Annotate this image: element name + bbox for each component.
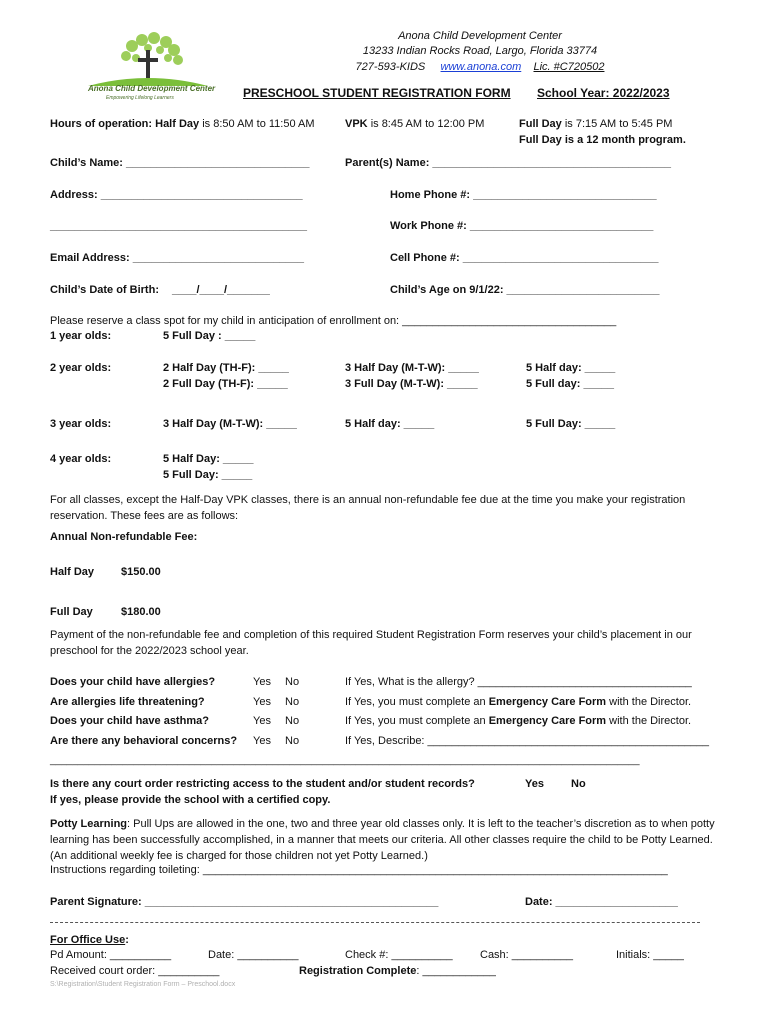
two-year-5-full[interactable]: 5 Full day: _____ xyxy=(526,378,615,390)
address-line2-field[interactable]: __________________________________________ xyxy=(50,220,307,232)
life-threatening-question: Are allergies life threatening? xyxy=(50,696,205,708)
follow-text: If Yes, you must complete an xyxy=(345,696,489,708)
org-phone: 727-593-KIDS xyxy=(355,61,426,73)
hours-half-text: is 8:50 AM to 11:50 AM xyxy=(202,118,315,130)
four-year-label: 4 year olds: xyxy=(50,453,112,465)
hours-vpk xyxy=(345,118,484,130)
life-threatening-follow xyxy=(345,696,691,708)
parent-name-field[interactable]: Parent(s) Name: _______________________________________ xyxy=(345,157,672,169)
asthma-question: Does your child have asthma? xyxy=(50,715,209,727)
three-year-label: 3 year olds: xyxy=(50,418,112,430)
potty-text: : Pull Ups are allowed in the one, two and three year old classes only. It is left to the teacher’s discretion as to when potty learning has been successfully accomplished, in a manner that meets our criteria. All other classes require the child to be Potty Learned. (An additional weekly fee is charged for those children not yet Potty Learned.) xyxy=(50,818,715,862)
behavior-extra-line[interactable]: __________________________________________________________________________________________________________ xyxy=(50,755,640,766)
toileting-instructions[interactable]: Instructions regarding toileting: ____________________________________________________________________________ xyxy=(50,864,668,876)
allergy-no[interactable]: No xyxy=(285,676,300,688)
office-divider xyxy=(50,922,700,923)
cell-phone-field[interactable]: Cell Phone #: ________________________________ xyxy=(390,252,659,264)
office-court-order[interactable]: Received court order: __________ xyxy=(50,965,220,977)
one-year-full[interactable]: 5 Full Day : _____ xyxy=(163,330,256,342)
org-contact xyxy=(330,61,630,73)
emergency-form-text: Emergency Care Form xyxy=(488,696,607,708)
asthma-yes[interactable]: Yes xyxy=(253,715,271,727)
reg-complete-blank: : ____________ xyxy=(416,965,496,977)
work-phone-field[interactable]: Work Phone #: ______________________________ xyxy=(390,220,654,232)
court-question: Is there any court order restricting access to the student and/or student records? xyxy=(50,778,475,790)
payment-note: Payment of the non-refundable fee and completion of this required Student Registration Form reserves your child’s placement in our preschool for the 2022/2023 school year. xyxy=(50,629,692,657)
logo xyxy=(80,30,215,108)
parent-signature[interactable]: Parent Signature: ________________________________________________ xyxy=(50,896,439,908)
asthma-follow xyxy=(345,715,691,727)
three-year-5-half[interactable]: 5 Half day: _____ xyxy=(345,418,435,430)
license-number: Lic. #C720502 xyxy=(533,61,605,73)
office-cash[interactable]: Cash: __________ xyxy=(480,949,573,961)
four-year-5-full[interactable]: 5 Full Day: _____ xyxy=(163,469,253,481)
two-year-half-thf[interactable]: 2 Half Day (TH-F): _____ xyxy=(163,362,289,374)
two-year-half-mtw[interactable]: 3 Half Day (M-T-W): _____ xyxy=(345,362,479,374)
hours-vpk-label: VPK xyxy=(345,118,368,130)
office-check[interactable]: Check #: __________ xyxy=(345,949,453,961)
allergy-question: Does your child have allergies? xyxy=(50,676,216,688)
org-address: 13233 Indian Rocks Road, Largo, Florida 33774 xyxy=(362,45,598,57)
hours-full-label: Full Day xyxy=(519,118,562,130)
fee-full-amount: $180.00 xyxy=(121,606,161,618)
email-field[interactable]: Email Address: ____________________________ xyxy=(50,252,305,264)
org-name: Anona Child Development Center xyxy=(398,30,562,42)
logo-text: Anona Child Development Center xyxy=(88,84,216,93)
potty-label: Potty Learning xyxy=(50,818,128,830)
hours-full xyxy=(519,118,672,130)
two-year-5-half[interactable]: 5 Half day: _____ xyxy=(526,362,616,374)
court-yes[interactable]: Yes xyxy=(525,778,544,790)
behavior-no[interactable]: No xyxy=(285,735,300,747)
behavior-follow[interactable]: If Yes, Describe: ______________________________________________ xyxy=(345,735,709,747)
fees-heading: Annual Non-refundable Fee: xyxy=(50,531,198,543)
behavior-question: Are there any behavioral concerns? xyxy=(50,735,238,747)
three-year-5-full[interactable]: 5 Full Day: _____ xyxy=(526,418,616,430)
follow-text: If Yes, you must complete an xyxy=(345,715,489,727)
life-threatening-no[interactable]: No xyxy=(285,696,300,708)
fee-half-amount: $150.00 xyxy=(121,566,161,578)
two-year-full-mtw[interactable]: 3 Full Day (M-T-W): _____ xyxy=(345,378,478,390)
one-year-label: 1 year olds: xyxy=(50,330,112,342)
child-name-field[interactable]: Child’s Name: ______________________________ xyxy=(50,157,310,169)
three-year-half-mtw[interactable]: 3 Half Day (M-T-W): _____ xyxy=(163,418,297,430)
tree-cross-logo-icon xyxy=(80,30,215,88)
fees-intro: For all classes, except the Half-Day VPK classes, there is an annual non-refundable fee due at the time you make your registration reservation. These fees are as follows: xyxy=(50,494,686,522)
hours-vpk-text: is 8:45 AM to 12:00 PM xyxy=(370,118,485,130)
home-phone-field[interactable]: Home Phone #: ______________________________ xyxy=(390,189,657,201)
website-link[interactable]: www.anona.com xyxy=(440,61,522,73)
court-followup: If yes, please provide the school with a certified copy. xyxy=(50,794,331,806)
hours-label: Hours of operation: xyxy=(50,118,153,130)
hours-half-label: Half Day xyxy=(155,118,200,130)
four-year-5-half[interactable]: 5 Half Day: _____ xyxy=(163,453,254,465)
logo-tagline: Empowering Lifelong Learners xyxy=(106,95,174,101)
fee-half-label: Half Day xyxy=(50,566,95,578)
court-no[interactable]: No xyxy=(571,778,586,790)
office-heading xyxy=(50,934,129,946)
footer-file-path: S:\Registration\Student Registration Form – Preschool.docx xyxy=(50,981,236,988)
hours-half xyxy=(50,118,315,130)
office-date[interactable]: Date: __________ xyxy=(208,949,299,961)
fee-full-label: Full Day xyxy=(50,606,93,618)
signature-date[interactable]: Date: ____________________ xyxy=(525,896,678,908)
office-heading-text: For Office Use xyxy=(50,934,126,946)
office-pd-amount[interactable]: Pd Amount: __________ xyxy=(50,949,172,961)
reg-complete-label: Registration Complete xyxy=(299,965,417,977)
two-year-full-thf[interactable]: 2 Full Day (TH-F): _____ xyxy=(163,378,288,390)
child-age-field[interactable]: Child’s Age on 9/1/22: _________________________ xyxy=(390,284,660,296)
hours-full-text: is 7:15 AM to 5:45 PM xyxy=(564,118,673,130)
follow-text-end: with the Director. xyxy=(606,715,692,727)
behavior-yes[interactable]: Yes xyxy=(253,735,271,747)
address-field[interactable]: Address: _________________________________ xyxy=(50,189,303,201)
allergy-follow[interactable]: If Yes, What is the allergy? ___________________________________ xyxy=(345,676,692,688)
two-year-label: 2 year olds: xyxy=(50,362,112,374)
dob-label: Child’s Date of Birth: xyxy=(50,284,159,296)
life-threatening-yes[interactable]: Yes xyxy=(253,696,271,708)
emergency-form-text: Emergency Care Form xyxy=(488,715,607,727)
dob-field[interactable]: ____/____/_______ xyxy=(172,284,270,296)
form-title: PRESCHOOL STUDENT REGISTRATION FORM xyxy=(243,86,511,100)
school-year: School Year: 2022/2023 xyxy=(537,86,670,100)
office-initials[interactable]: Initials: _____ xyxy=(616,949,684,961)
follow-text-end: with the Director. xyxy=(606,696,692,708)
office-heading-colon: : xyxy=(125,934,129,946)
office-registration-complete[interactable] xyxy=(299,965,496,977)
reserve-intro: Please reserve a class spot for my child in anticipation of enrollment on: ___________________________________ xyxy=(50,315,617,327)
hours-full-note: Full Day is a 12 month program. xyxy=(519,134,686,146)
allergy-yes[interactable]: Yes xyxy=(253,676,271,688)
potty-paragraph xyxy=(50,816,722,864)
asthma-no[interactable]: No xyxy=(285,715,300,727)
